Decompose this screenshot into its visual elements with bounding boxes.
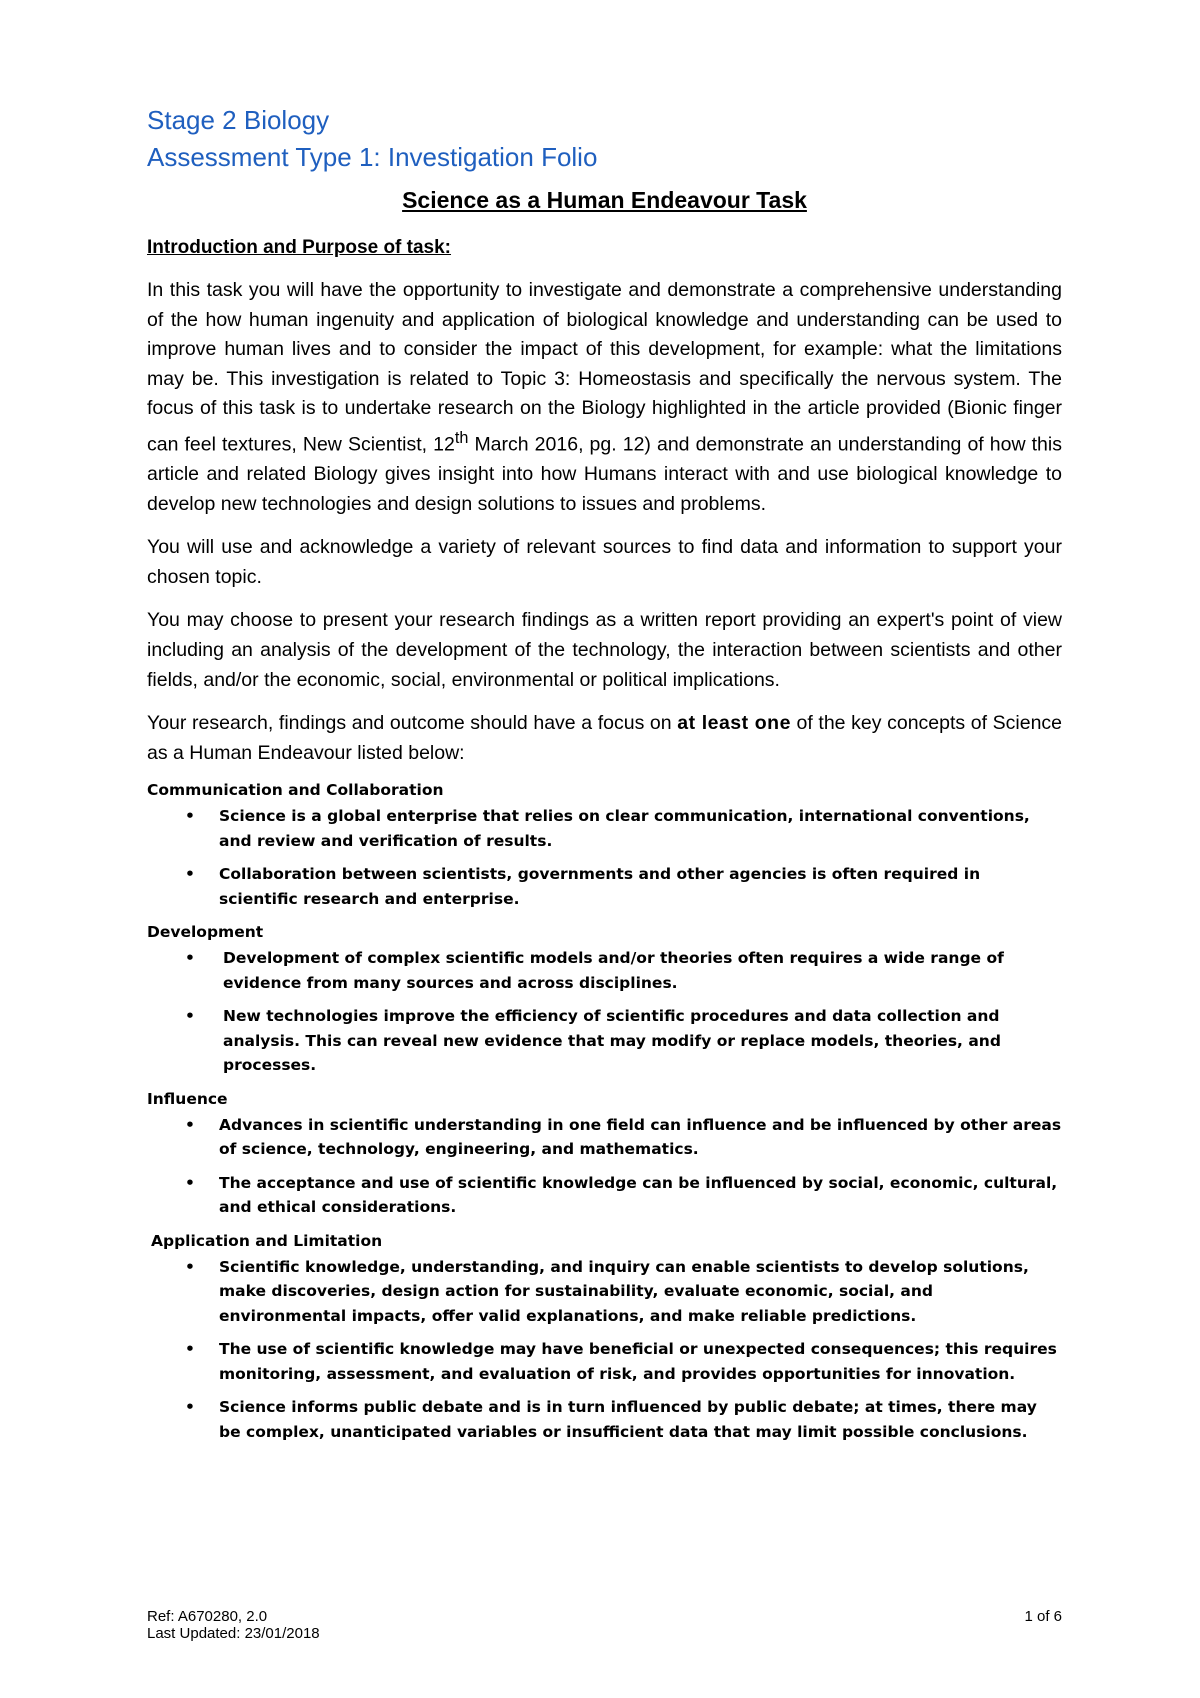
list-item-text: New technologies improve the efficiency of scientific procedures and data collection and analysis. This can reveal new evidence that may modify or replace models, theories, and processes. [223,1007,1001,1075]
focus-paragraph [147,709,1062,768]
list-item-text: Advances in scientific understanding in one field can influence and be influenced by other areas of science, technology, engineering, and mathematics. [219,1115,1062,1159]
list-item [147,1004,1062,1078]
list-item-text: The acceptance and use of scientific knowledge can be influenced by social, economic, cultural, and ethical considerations. [219,1173,1058,1217]
concept-list-application [147,1255,1062,1445]
bullet-icon: • [185,1115,195,1134]
list-item [147,1255,1062,1329]
focus-emphasis: at least one [677,712,791,735]
bullet-icon: • [185,807,195,826]
list-item [147,1395,1062,1444]
list-item [147,1113,1062,1162]
list-item-text: Science informs public debate and is in turn influenced by public debate; at times, there may be complex, unanticipated variables or insufficient data that may limit possible conclusions. [219,1398,1037,1441]
list-item [147,946,1062,995]
page-footer [147,1608,1062,1642]
bullet-icon: • [185,1257,195,1276]
list-item-text: The use of scientific knowledge may have beneficial or unexpected consequences; this requires monitoring, assessment, and evaluation of risk, and provides opportunities for innovation. [219,1340,1057,1383]
list-item-text: Science is a global enterprise that relies on clear communication, international conventions, and review and verification of results. [219,807,1030,850]
key-concepts [147,778,1062,1444]
assessment-type-title: Assessment Type 1: Investigation Folio [147,142,598,172]
bullet-icon: • [185,949,195,968]
task-title: Science as a Human Endeavour Task [402,187,807,213]
list-item [147,804,1062,853]
concept-heading-development: Development [147,923,264,942]
intro-text-end: March 2016, pg. 12) and demonstrate an understanding of how this article and related Biology gives insight into how Humans interact with and use biological knowledge to develop new technologies and design solutions to issues and problems. [147,433,1062,515]
sources-paragraph: You will use and acknowledge a variety of relevant sources to find data and information to support your chosen topic. [147,536,1062,588]
list-item-text: Collaboration between scientists, governments and other agencies is often required in scientific research and enterprise. [219,865,981,908]
bullet-icon: • [185,1007,195,1026]
intro-paragraph [147,276,1062,519]
list-item [147,1171,1062,1220]
focus-text-start: Your research, findings and outcome should have a focus on [147,712,678,735]
list-item [147,1337,1062,1386]
focus-text-end: of the key concepts of Science as a Human Endeavour listed below: [147,712,1063,764]
concept-heading-influence: Influence [147,1089,228,1108]
bullet-icon: • [185,865,195,884]
concept-heading-communication: Communication and Collaboration [147,781,444,800]
bullet-icon: • [185,1173,195,1192]
intro-text-start: In this task you will have the opportunity to investigate and demonstrate a comprehensive understanding of the how human ingenuity and application of biological knowledge and understanding can be used to improve human lives and to consider the impact of this development, for example: what the limitations may be. This investigation is related to Topic 3: Homeostasis and specifically the nervous system. The focus of this task is to undertake research on the Biology highlighted in the article provided (Bionic finger can feel textures, New Scientist, 12 [147,279,1062,456]
list-item [147,862,1062,911]
bullet-icon: • [185,1340,195,1359]
list-item-text: Development of complex scientific models and/or theories often requires a wide range of evidence from many sources and across disciplines. [223,949,1004,992]
concept-heading-application: Application and Limitation [151,1231,383,1250]
bullet-icon: • [185,1398,195,1417]
page-content [147,102,1062,1453]
page-number: 1 of 6 [1024,1608,1062,1625]
list-item-text: Scientific knowledge, understanding, and inquiry can enable scientists to develop solutions, make discoveries, design action for sustainability, evaluate economic, social, and environmental impacts, offer valid explanations, and make reliable predictions. [219,1257,1029,1325]
concept-list-communication [147,804,1062,911]
concept-list-influence [147,1113,1062,1220]
concept-list-development [147,946,1062,1078]
presentation-paragraph: You may choose to present your research findings as a written report providing an expert's point of view including an analysis of the development of the technology, the interaction between scientists and other fields, and/or the economic, social, environmental or political implications. [147,609,1062,691]
footer-last-updated: Last Updated: 23/01/2018 [147,1625,320,1642]
intro-heading: Introduction and Purpose of task: [147,237,452,258]
subject-title: Stage 2 Biology [147,105,330,135]
ordinal-suffix: th [454,428,469,447]
footer-ref: Ref: A670280, 2.0 [147,1608,268,1625]
